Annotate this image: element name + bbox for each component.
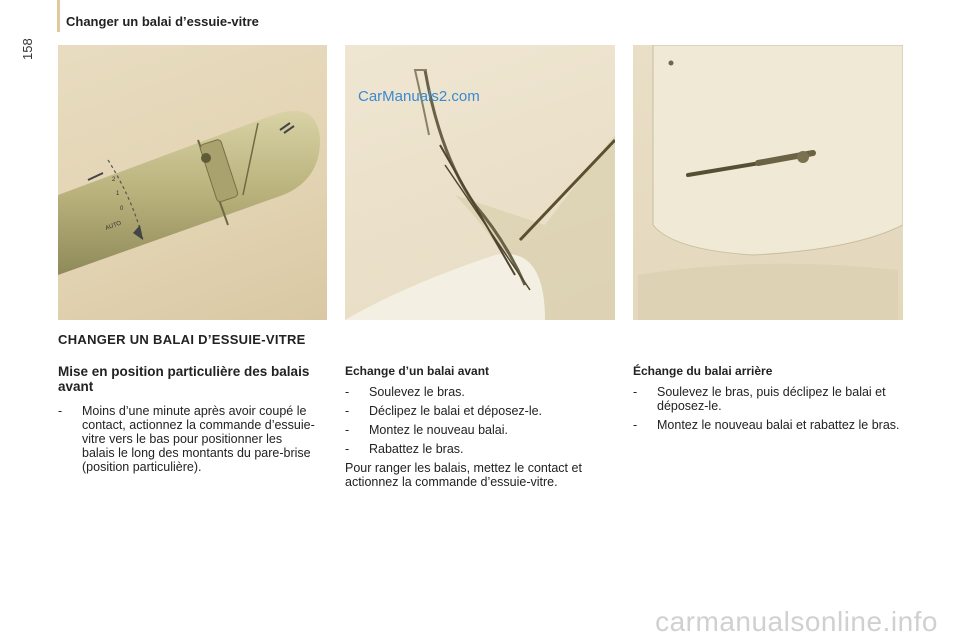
list-item: - Montez le nouveau balai et rabattez le bras.	[633, 418, 900, 432]
header-accent-bar	[57, 0, 60, 32]
watermark-carmanuals2: CarManuals2.com	[358, 88, 480, 105]
column3-heading: Échange du balai arrière	[633, 364, 773, 378]
stalk-label-0: 0	[120, 206, 124, 212]
page-number: 158	[20, 38, 35, 60]
wiper-stalk-image	[58, 45, 327, 320]
column-rear-wiper	[633, 364, 913, 437]
column1-heading: Mise en position particulière des balais avant	[58, 364, 310, 394]
section-title: CHANGER UN BALAI D’ESSUIE-VITRE	[58, 332, 306, 347]
stalk-label-2: 2	[112, 177, 116, 183]
column-special-position	[58, 364, 318, 479]
front-wiper-image	[345, 45, 615, 320]
list-item: - Moins d’une minute après avoir coupé le contact, actionnez la commande d’essuie-vitre vers le bas pour positionner les balais le long des montants du pare-brise (position particulière).	[58, 404, 315, 474]
list-item: - Soulevez le bras, puis déclipez le balai et déposez-le.	[633, 385, 886, 413]
stalk-label-1: 1	[116, 191, 120, 197]
list-item: - Rabattez le bras.	[345, 442, 464, 456]
rear-wiper-image	[633, 45, 903, 320]
list-item: - Montez le nouveau balai.	[345, 423, 508, 437]
column2-heading: Echange d’un balai avant	[345, 364, 490, 378]
footer-watermark: carmanualsonline.info	[655, 606, 938, 637]
column-front-wiper	[345, 364, 605, 489]
list-item: - Soulevez le bras.	[345, 385, 465, 399]
column2-note: Pour ranger les balais, mettez le contact et actionnez la commande d’essuie-vitre.	[345, 461, 582, 489]
header-title: Changer un balai d’essuie-vitre	[66, 14, 259, 29]
list-item: - Déclipez le balai et déposez-le.	[345, 404, 543, 418]
stalk-label-auto: AUTO	[104, 220, 123, 232]
